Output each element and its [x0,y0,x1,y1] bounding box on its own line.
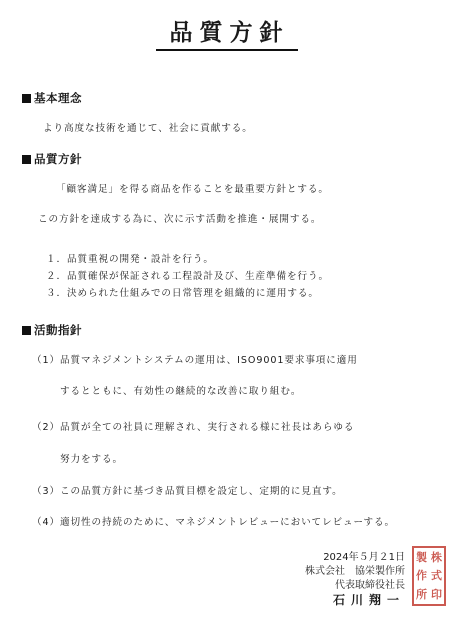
seal-char: 所 [416,588,427,602]
quality-policy-item-1: １．品質重視の開発・設計を行う。 [46,254,214,265]
guideline-text-line1: 品質マネジメントシステムの運用は、ISO9001要求事項に適用 [60,355,358,366]
page-title: 品質方針 [156,14,298,51]
signature-date: 2024年５月２1日 [323,552,405,563]
section-heading-basic-philosophy [22,90,82,106]
quality-policy-item-2: ２．品質確保が保証される工程設計及び、生産準備を行う。 [46,271,329,282]
signature-role: 代表取締役社長 [335,580,405,591]
guideline-item-3 [32,483,343,497]
square-bullet-icon [22,94,31,103]
guideline-number: （3） [32,486,60,497]
square-bullet-icon [22,155,31,164]
section-heading-text: 活動指針 [34,323,82,337]
guideline-item-1 [32,352,358,366]
signature-name: 石川翔一 [332,593,405,607]
square-bullet-icon [22,326,31,335]
guideline-item-4 [32,514,395,528]
guideline-number: （1） [32,355,60,366]
company-seal-stamp [412,546,446,606]
quality-policy-item-3: ３．決められた仕組みでの日常管理を組織的に運用する。 [46,288,319,299]
seal-char: 作 [416,569,427,583]
section-heading-text: 品質方針 [34,152,82,166]
seal-char: 株 [431,550,442,564]
guideline-text-line1: 適切性の持続のために、マネジメントレビューにおいてレビューする。 [60,517,396,528]
seal-char: 製 [416,550,427,564]
signature-block [305,551,405,607]
basic-philosophy-text: より高度な技術を通じて、社会に貢献する。 [43,123,253,134]
section-heading-activity-guidelines [22,322,82,338]
section-heading-quality-policy [22,151,82,167]
seal-char: 式 [431,569,442,583]
guideline-item-2-line2: 努力をする。 [60,454,123,465]
title-container [0,14,453,51]
quality-policy-intro-1: 「顧客満足」を得る商品を作ることを最重要方針とする。 [56,184,329,195]
signature-company: 株式会社 協栄製作所 [305,566,405,577]
guideline-number: （4） [32,517,60,528]
guideline-item-1-line2: するとともに、有効性の継続的な改善に取り組む。 [60,386,302,397]
quality-policy-intro-2: この方針を達成する為に、次に示す活動を推進・展開する。 [38,214,322,225]
seal-char: 印 [431,588,442,602]
guideline-text-line1: 品質が全ての社員に理解され、実行される様に社長はあらゆる [60,422,355,433]
guideline-number: （2） [32,422,60,433]
guideline-text-line1: この品質方針に基づき品質目標を設定し、定期的に見直す。 [60,486,343,497]
guideline-item-2 [32,419,354,433]
section-heading-text: 基本理念 [34,91,82,105]
